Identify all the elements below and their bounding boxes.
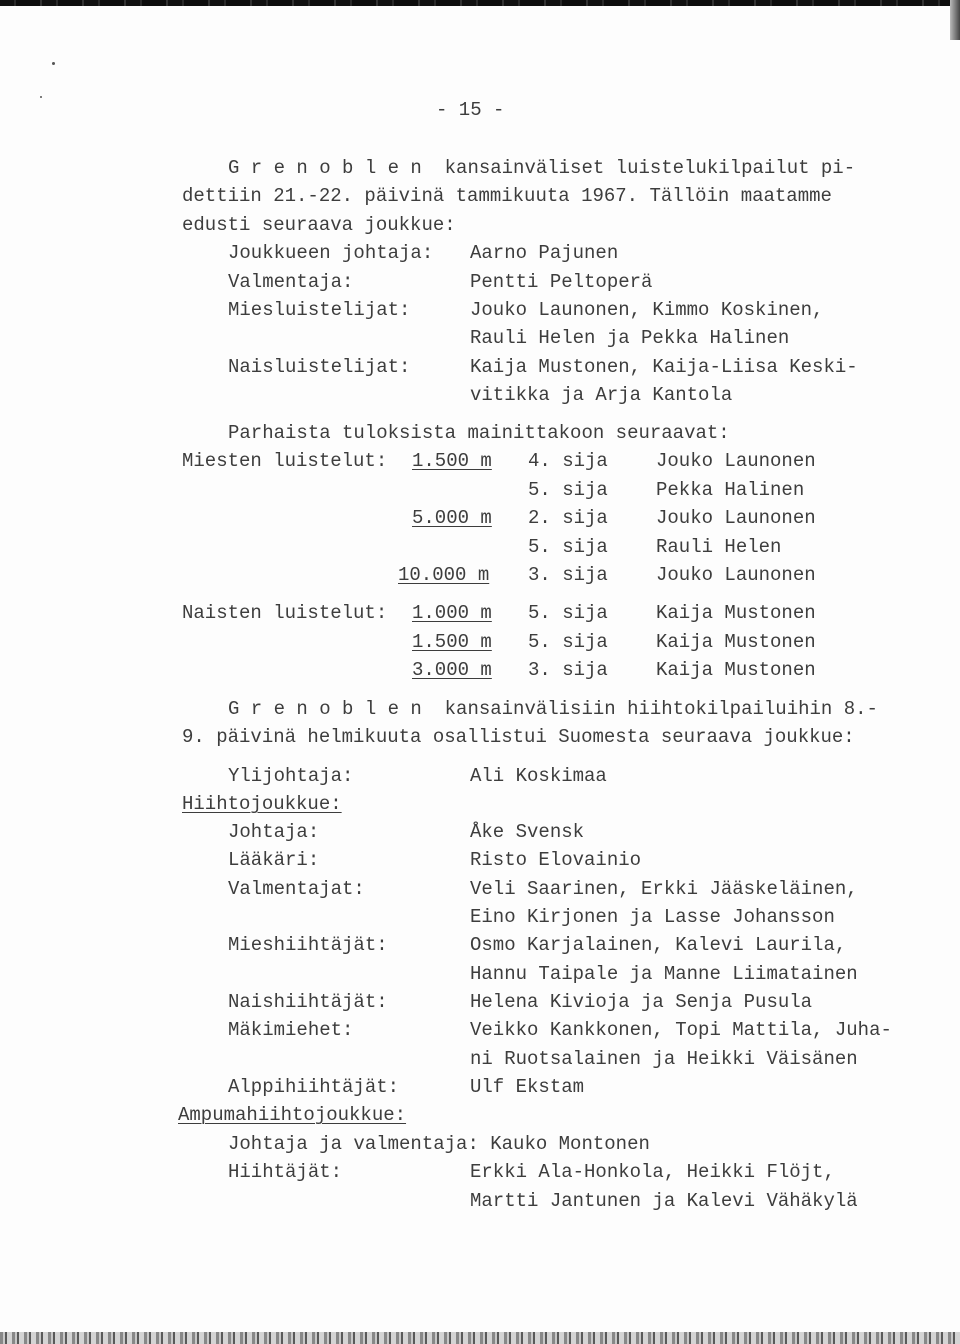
placing-rank: 2. sija (528, 507, 608, 529)
team-names: Ali Koskimaa (470, 765, 607, 787)
team-role: Johtaja: (228, 821, 320, 843)
paragraph-line: 9. päivinä helmikuuta osallistui Suomesta seuraava joukkue: (182, 726, 855, 748)
team-names: Pentti Peltoperä (470, 271, 653, 293)
placing-rank: 5. sija (528, 602, 608, 624)
team-role: Lääkäri: (228, 849, 320, 871)
team-names: Veikko Kankkonen, Topi Mattila, Juha- (470, 1019, 892, 1041)
placing-rank: 5. sija (528, 631, 608, 653)
placing-name: Jouko Launonen (656, 507, 816, 529)
placing-name: Pekka Halinen (656, 479, 805, 501)
placing-name: Jouko Launonen (656, 564, 816, 586)
team-role: Hiihtäjät: (228, 1161, 343, 1183)
team-role: Miesluistelijat: (228, 299, 411, 321)
team-names: Hannu Taipale ja Manne Liimatainen (470, 963, 858, 985)
team-role: Valmentajat: (228, 878, 365, 900)
paragraph-line: G r e n o b l e n kansainväliset luistelukilpailut pi- (228, 157, 856, 179)
team-names: Veli Saarinen, Erkki Jääskeläinen, (470, 878, 858, 900)
event-distance: 1.500 m (412, 631, 492, 653)
team-names: Martti Jantunen ja Kalevi Vähäkylä (470, 1190, 858, 1212)
team-role: Valmentaja: (228, 271, 354, 293)
team-names: Aarno Pajunen (470, 242, 619, 264)
results-category: Naisten luistelut: (182, 602, 388, 624)
team-role: Mieshiihtäjät: (228, 934, 388, 956)
scan-speck (40, 96, 42, 98)
biathlon-team-heading: Ampumahiihtojoukkue: (178, 1104, 407, 1126)
team-role: Joukkueen johtaja: (228, 242, 434, 264)
page-number: - 15 - (436, 99, 505, 121)
team-names: vitikka ja Arja Kantola (470, 384, 733, 406)
results-intro: Parhaista tuloksista mainittakoon seuraavat: (228, 422, 730, 444)
team-names: Eino Kirjonen ja Lasse Johansson (470, 906, 835, 928)
placing-rank: 5. sija (528, 479, 608, 501)
event-distance: 5.000 m (412, 507, 492, 529)
team-names: Ulf Ekstam (470, 1076, 585, 1098)
team-names: Jouko Launonen, Kimmo Koskinen, (470, 299, 824, 321)
paragraph-line: dettiin 21.-22. päivinä tammikuuta 1967. Tällöin maatamme (182, 185, 832, 207)
team-role: Alppihiihtäjät: (228, 1076, 400, 1098)
ski-team-heading: Hiihtojoukkue: (182, 793, 342, 815)
placing-rank: 5. sija (528, 536, 608, 558)
team-names: Osmo Karjalainen, Kalevi Laurila, (470, 934, 847, 956)
team-role: Mäkimiehet: (228, 1019, 354, 1041)
placing-name: Rauli Helen (656, 536, 782, 558)
placing-name: Kaija Mustonen (656, 602, 816, 624)
team-names: ni Ruotsalainen ja Heikki Väisänen (470, 1048, 858, 1070)
placing-rank: 3. sija (528, 564, 608, 586)
team-names: Helena Kivioja ja Senja Pusula (470, 991, 813, 1013)
biathlon-leader: Johtaja ja valmentaja: Kauko Montonen (228, 1133, 650, 1155)
results-category: Miesten luistelut: (182, 450, 388, 472)
event-distance: 1.500 m (412, 450, 492, 472)
team-role: Naisluistelijat: (228, 356, 411, 378)
paragraph-line: G r e n o b l e n kansainvälisiin hiihtokilpailuihin 8.- (228, 698, 878, 720)
team-role: Naishiihtäjät: (228, 991, 388, 1013)
placing-name: Kaija Mustonen (656, 631, 816, 653)
team-names: Åke Svensk (470, 821, 585, 843)
placing-rank: 4. sija (528, 450, 608, 472)
team-role: Ylijohtaja: (228, 765, 354, 787)
placing-rank: 3. sija (528, 659, 608, 681)
event-distance: 3.000 m (412, 659, 492, 681)
team-names: Erkki Ala-Honkola, Heikki Flöjt, (470, 1161, 835, 1183)
paragraph-line: edusti seuraava joukkue: (182, 214, 456, 236)
team-names: Risto Elovainio (470, 849, 642, 871)
placing-name: Kaija Mustonen (656, 659, 816, 681)
scan-edge-top (0, 0, 960, 6)
scan-edge-right (950, 0, 960, 40)
event-distance: 1.000 m (412, 602, 492, 624)
scan-edge-bottom (0, 1332, 960, 1344)
team-names: Rauli Helen ja Pekka Halinen (470, 327, 790, 349)
team-names: Kaija Mustonen, Kaija-Liisa Keski- (470, 356, 858, 378)
placing-name: Jouko Launonen (656, 450, 816, 472)
event-distance: 10.000 m (398, 564, 490, 586)
scan-speck (52, 62, 55, 65)
